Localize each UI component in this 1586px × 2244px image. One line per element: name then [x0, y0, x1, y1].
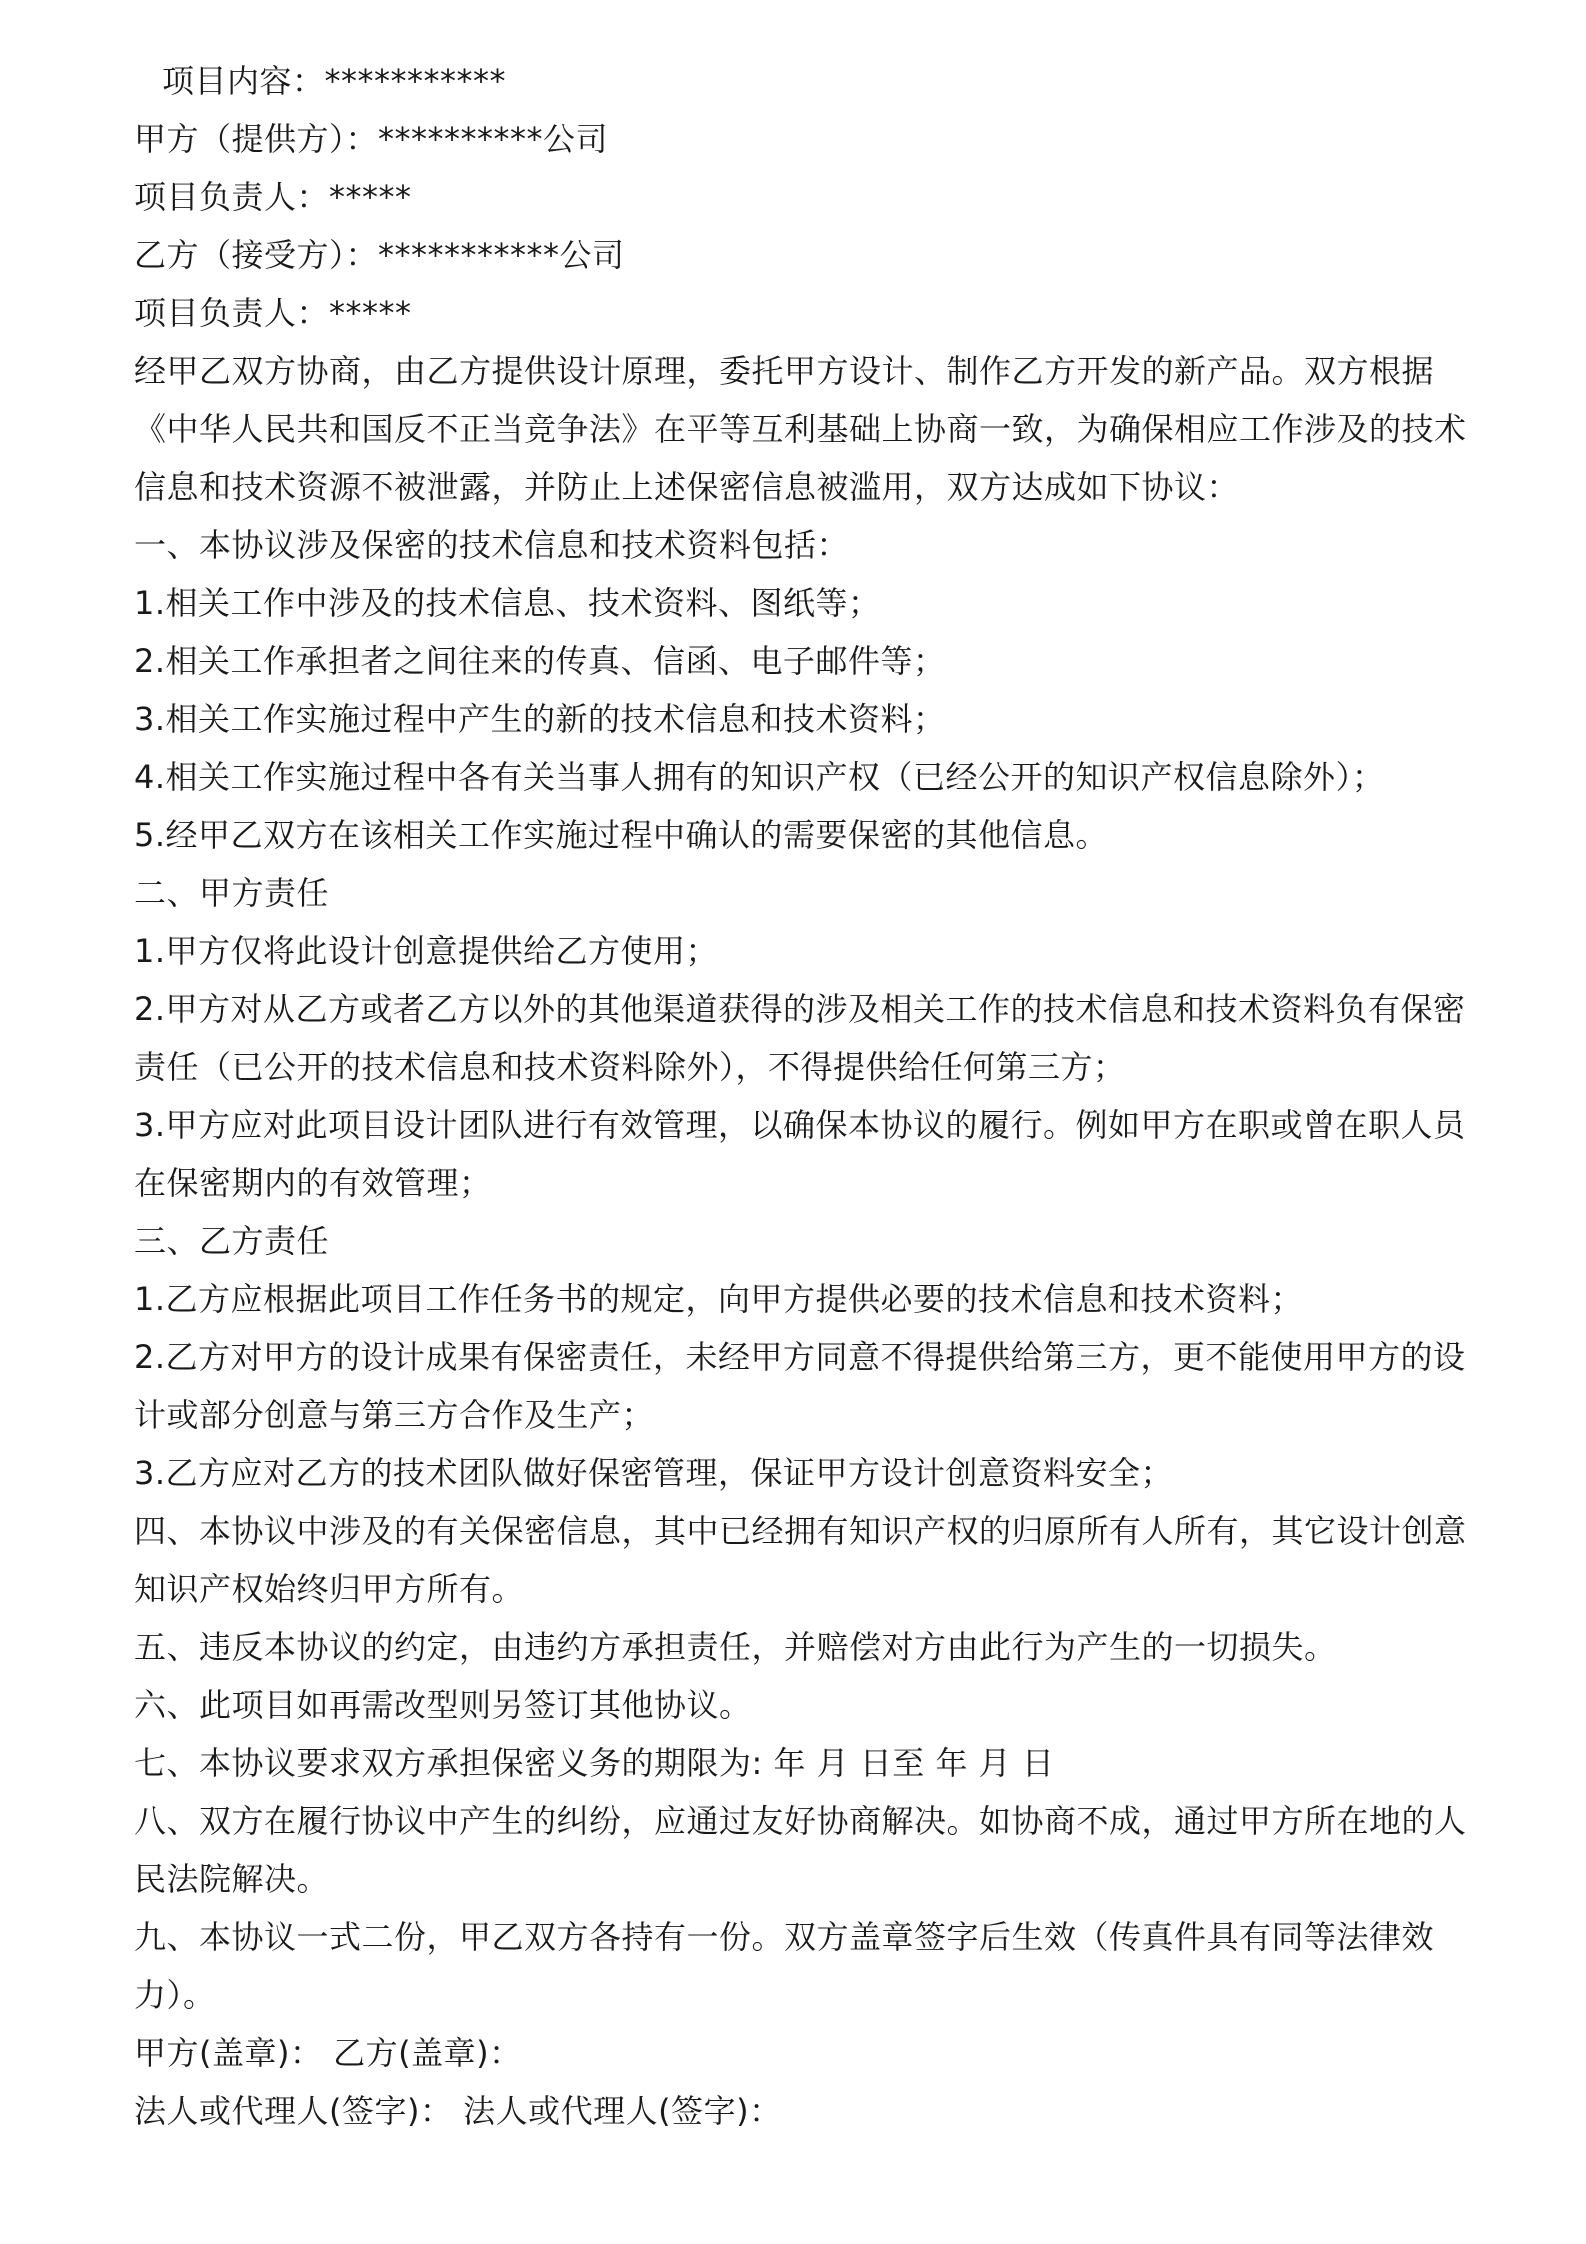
clause-item: 2.乙方对甲方的设计成果有保密责任，未经甲方同意不得提供给第三方，更不能使用甲方的设 [134, 1338, 1466, 1376]
party-a-manager-line: 项目负责人：***** [134, 178, 412, 216]
document-body [134, 52, 1467, 2140]
clause-item: 计或部分创意与第三方合作及生产； [134, 1396, 655, 1434]
section-paragraph: 八、双方在履行协议中产生的纠纷，应通过友好协商解决。如协商不成，通过甲方所在地的人 [134, 1802, 1467, 1840]
section-paragraph: 六、此项目如再需改型则另签订其他协议。 [134, 1686, 752, 1724]
clause-item: 4.相关工作实施过程中各有关当事人拥有的知识产权（已经公开的知识产权信息除外）； [134, 758, 1385, 796]
section-paragraph: 七、本协议要求双方承担保密义务的期限为: 年 月 日至 年 月 日 [134, 1744, 1055, 1782]
clause-item: 1.乙方应根据此项目工作任务书的规定，向甲方提供必要的技术信息和技术资料； [134, 1280, 1304, 1318]
section-heading: 三、乙方责任 [134, 1222, 330, 1260]
section-paragraph: 民法院解决。 [134, 1860, 330, 1898]
party-b-manager-line: 项目负责人：***** [134, 294, 412, 332]
preamble-line: 《中华人民共和国反不正当竞争法》在平等互利基础上协商一致，为确保相应工作涉及的技术 [134, 410, 1467, 448]
section-paragraph: 力）。 [134, 1976, 216, 2014]
clause-item: 2.相关工作承担者之间往来的传真、信函、电子邮件等； [134, 642, 946, 680]
clause-item: 3.相关工作实施过程中产生的新的技术信息和技术资料； [134, 700, 946, 738]
clause-item: 2.甲方对从乙方或者乙方以外的其他渠道获得的涉及相关工作的技术信息和技术资料负有保密 [134, 990, 1466, 1028]
clause-item: 1.相关工作中涉及的技术信息、技术资料、图纸等； [134, 584, 881, 622]
section-paragraph: 九、本协议一式二份，甲乙双方各持有一份。双方盖章签字后生效（传真件具有同等法律效 [134, 1918, 1435, 1956]
preamble-line: 信息和技术资源不被泄露，并防止上述保密信息被滥用，双方达成如下协议： [134, 468, 1240, 506]
preamble-line: 经甲乙双方协商，由乙方提供设计原理，委托甲方设计、制作乙方开发的新产品。双方根据 [134, 352, 1435, 390]
clause-item: 3.乙方应对乙方的技术团队做好保密管理，保证甲方设计创意资料安全； [134, 1454, 1174, 1492]
project-content-line: 项目内容：*********** [162, 62, 507, 100]
clause-item: 在保密期内的有效管理； [134, 1164, 492, 1202]
seal-line: 甲方(盖章)： 乙方(盖章)： [134, 2034, 522, 2072]
section-heading: 二、甲方责任 [134, 874, 330, 912]
section-heading: 一、本协议涉及保密的技术信息和技术资料包括： [134, 526, 850, 564]
section-paragraph: 四、本协议中涉及的有关保密信息，其中已经拥有知识产权的归原所有人所有，其它设计创意 [134, 1512, 1467, 1550]
signature-line: 法人或代理人(签字)： 法人或代理人(签字)： [134, 2092, 782, 2130]
section-paragraph: 知识产权始终归甲方所有。 [134, 1570, 525, 1608]
clause-item: 5.经甲乙双方在该相关工作实施过程中确认的需要保密的其他信息。 [134, 816, 1109, 854]
clause-item: 责任（已公开的技术信息和技术资料除外），不得提供给任何第三方； [134, 1048, 1126, 1086]
clause-item: 1.甲方仅将此设计创意提供给乙方使用； [134, 932, 719, 970]
party-a-line: 甲方（提供方）：**********公司 [134, 120, 609, 158]
section-paragraph: 五、违反本协议的约定，由违约方承担责任，并赔偿对方由此行为产生的一切损失。 [134, 1628, 1337, 1666]
clause-item: 3.甲方应对此项目设计团队进行有效管理，以确保本协议的履行。例如甲方在职或曾在职人员 [134, 1106, 1466, 1144]
party-b-line: 乙方（接受方）：***********公司 [134, 236, 625, 274]
